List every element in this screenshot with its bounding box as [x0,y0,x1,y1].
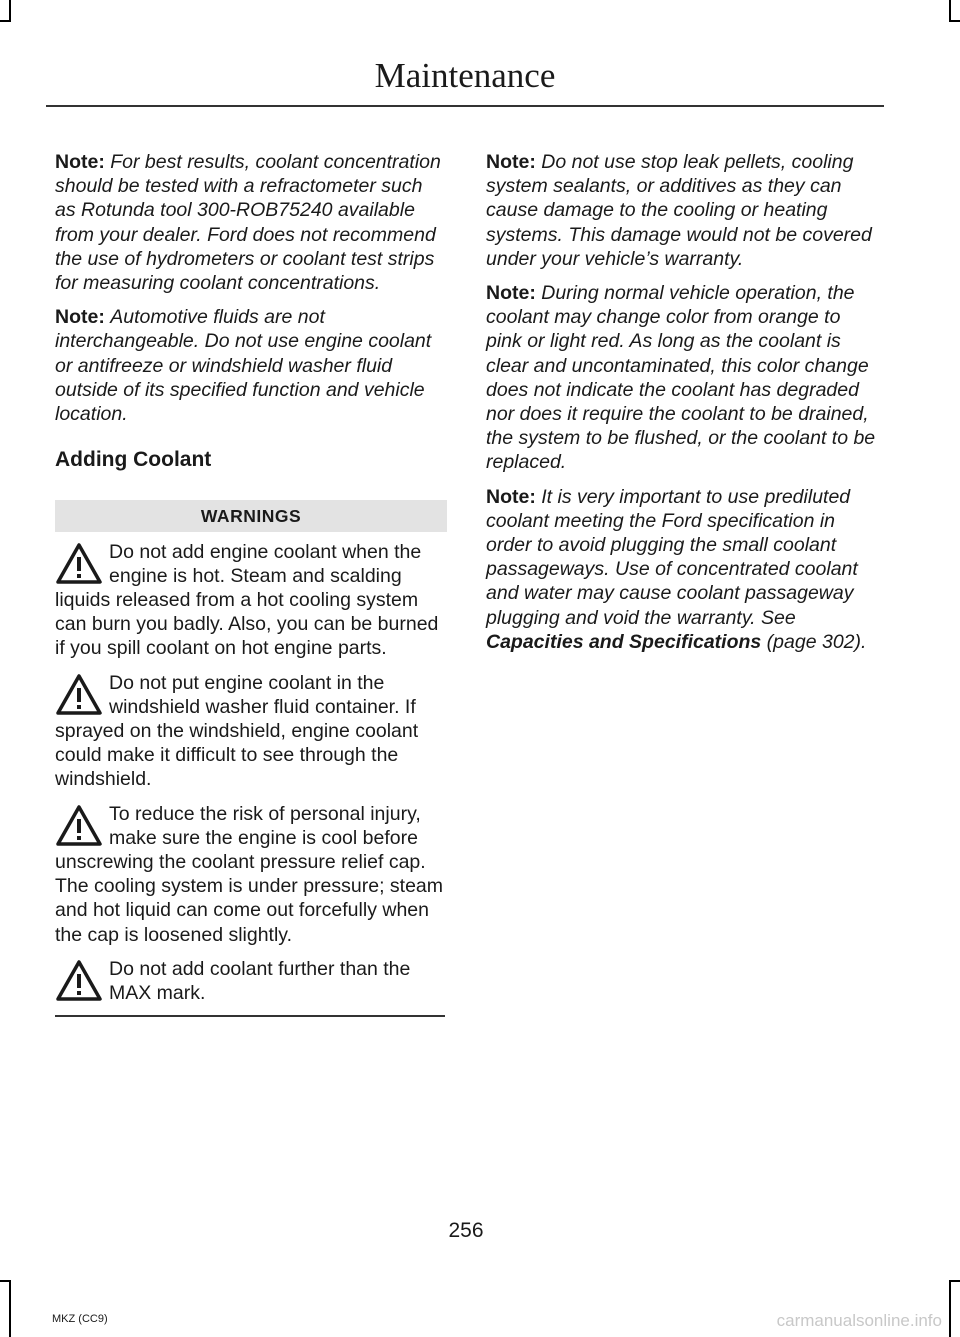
crop-mark [949,1280,960,1282]
note-text: It is very important to use prediluted coolant meeting the Ford specification in order to avoid plugging the small coolant passageways. Use of concentrated coolant and water may cause coolant passageway plugging and void the warranty. See [486,485,858,629]
warning-item [55,540,447,661]
warning-triangle-icon [55,959,103,1003]
note-paragraph [55,305,447,426]
note-text: Do not use stop leak pellets, cooling system sealants, or additives as they can cause damage to the cooling or heating systems. This damage would not be covered under your vehicle’s warranty. [486,151,872,270]
watermark: carmanualsonline.info [776,1311,942,1330]
warnings-divider [55,1015,445,1017]
right-column [486,150,878,664]
warnings-heading: WARNINGS [55,500,447,531]
page-reference: (page 302). [761,630,867,653]
warning-item [55,671,447,792]
warning-triangle-icon [55,804,103,848]
header-divider [46,105,884,107]
note-paragraph [486,150,878,271]
crop-mark [9,1280,11,1337]
warning-item [55,802,447,947]
warning-triangle-icon [55,673,103,717]
page-title: Maintenance [374,56,556,95]
note-label: Note: [55,151,105,173]
note-paragraph [55,150,447,295]
crop-mark [0,1280,11,1282]
warning-text: Do not put engine coolant in the windshield washer fluid container. If sprayed on the windshield, engine coolant could make it difficult to see through the windshield. [55,671,419,791]
crop-mark [949,0,951,22]
warning-triangle-icon [55,542,103,586]
note-paragraph [486,485,878,654]
note-text: For best results, coolant concentration should be tested with a refractometer such as Rotunda tool 300-ROB75240 available from your dealer. Ford does not recommend the use of hydrometers or coolant test strips for measuring coolant concentrations. [55,151,441,295]
crop-mark [949,1280,951,1337]
crop-mark [0,20,11,22]
crop-mark [949,20,960,22]
warning-text: Do not add engine coolant when the engine is hot. Steam and scalding liquids released from a hot cooling system can burn you badly. Also, you can be burned if you spill coolant on hot engine parts. [55,540,439,660]
note-text: During normal vehicle operation, the coolant may change color from orange to pink or light red. As long as the coolant is clear and uncontaminated, this color change does not indicate the coolant has degraded nor does it require the coolant to be drained, the system to be flushed, or the coolant to be replaced. [486,282,876,474]
note-label: Note: [486,485,536,508]
left-column [55,150,447,1017]
model-label: MKZ (CC9) [52,1313,108,1325]
note-label: Note: [55,306,105,329]
note-label: Note: [486,282,536,305]
warning-item [55,957,447,1005]
page-number: 256 [448,1219,484,1242]
section-heading: Adding Coolant [55,448,212,472]
cross-reference-link[interactable]: Capacities and Specifications [486,630,762,653]
note-text: Automotive fluids are not interchangeable. Do not use engine coolant or antifreeze or windshield washer fluid outside of its specified function and vehicle location. [55,306,432,426]
note-paragraph [486,281,878,475]
warning-text: To reduce the risk of personal injury, make sure the engine is cool before unscrewing the coolant pressure relief cap. The cooling system is under pressure; steam and hot liquid can come out forcefully when the cap is loosened slightly. [55,802,444,946]
warning-text: Do not add coolant further than the MAX mark. [109,957,411,1005]
note-label: Note: [486,151,536,173]
crop-mark [9,0,11,22]
